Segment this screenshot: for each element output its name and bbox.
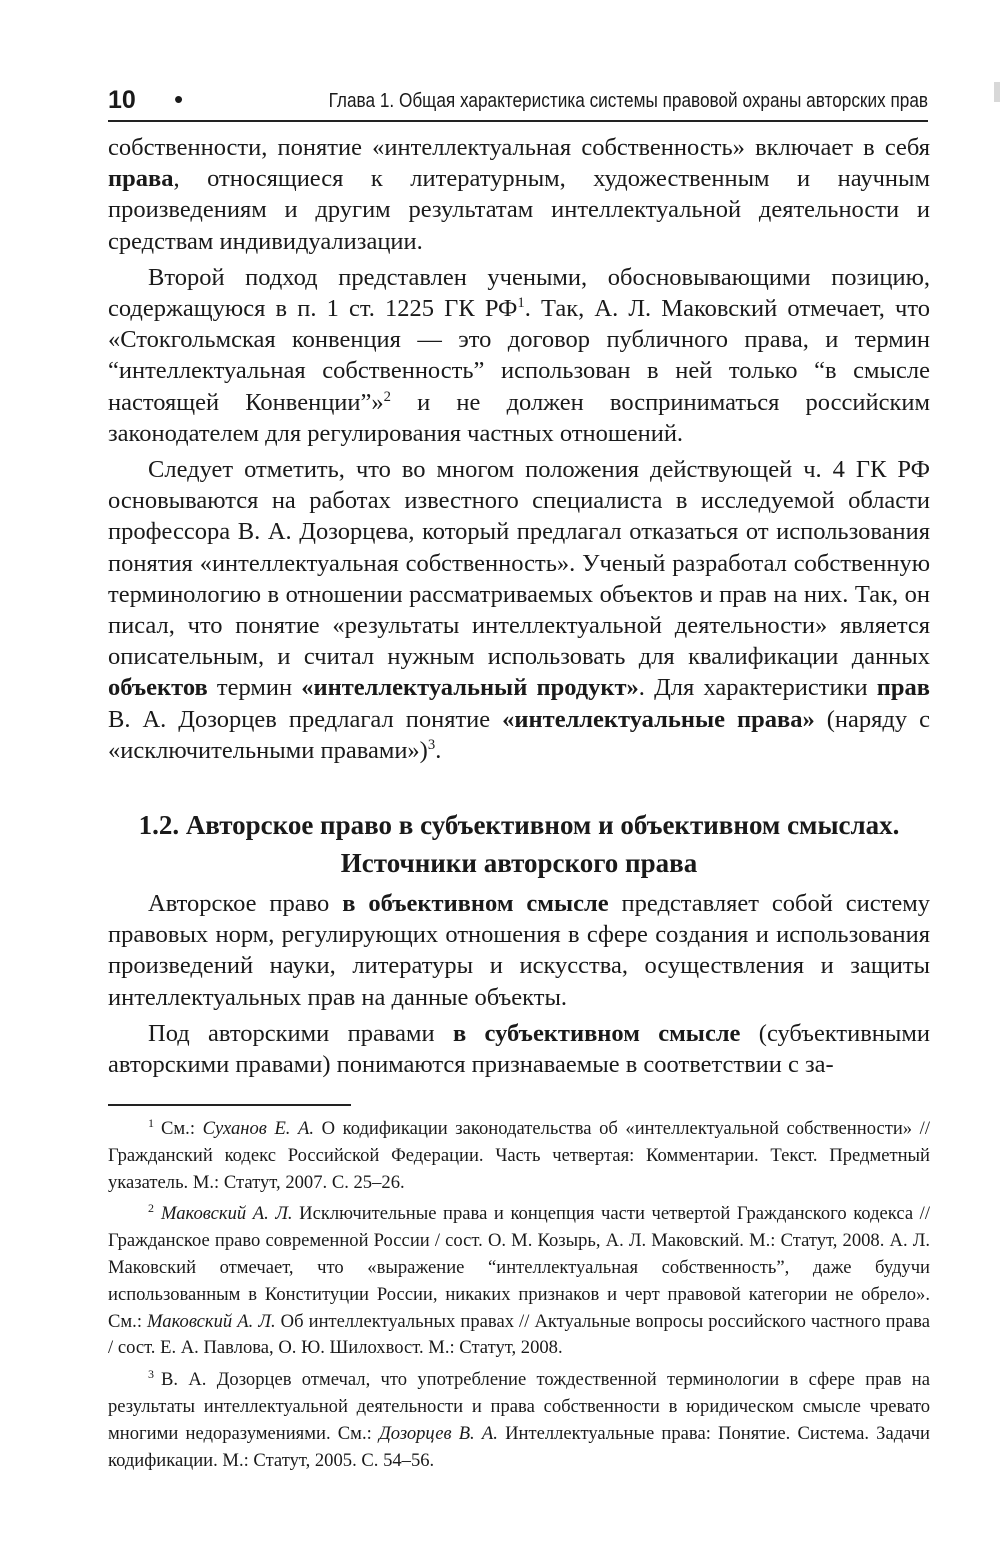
footnotes xyxy=(108,1116,930,1479)
text-run: представляет собой систему правовых норм, регулирующих отношения в сфере создания и использования произведений науки, литературы и искусства, осуществления и защиты интеллектуальных прав на данные объекты. xyxy=(108,890,930,1011)
text-run: О кодификации законодательства об «интеллектуальной собственности» // Гражданский кодекс Российской Федерации. Часть четвертая: Комментарии. Текст. Предметный указатель. М.: Статут, 2007. С. 25–26. xyxy=(108,1118,930,1193)
footnote-2 xyxy=(108,1201,930,1362)
text-run: и не должен восприниматься российским законодателем для регулирования частных отношений. xyxy=(108,388,930,447)
running-title: Глава 1. Общая характеристика системы правовой охраны авторских прав xyxy=(328,90,928,112)
page-number: 10 xyxy=(108,86,136,114)
section-heading-line-1: 1.2. Авторское право в субъективном и объективном смыслах. xyxy=(138,810,900,840)
text-run: Интеллектуальные права: Понятие. Система. Задачи кодификации. М.: Статут, 2005. С. 54–56. xyxy=(108,1422,930,1471)
bold-term: «интеллектуальные права» xyxy=(502,705,815,733)
footnote-number: 1 xyxy=(148,1115,154,1130)
section-heading-line-2: Источники авторского права xyxy=(340,848,698,878)
footnote-number: 3 xyxy=(148,1366,154,1381)
section-heading xyxy=(108,806,930,882)
text-run: См.: xyxy=(161,1118,203,1139)
footnote-ref-3: 3 xyxy=(427,736,436,753)
main-text xyxy=(108,132,930,766)
text-run: Под авторскими правами xyxy=(148,1019,453,1047)
footnote-ref-1: 1 xyxy=(517,294,525,311)
scan-edge-mark xyxy=(994,82,1000,102)
bold-term: прав xyxy=(876,674,930,702)
text-run: В. А. Дозорцев предлагал понятие xyxy=(108,705,503,733)
paragraph-3 xyxy=(108,454,930,766)
footnote-separator xyxy=(108,1104,351,1106)
text-run: . xyxy=(435,736,442,764)
section-paragraph-2 xyxy=(108,1018,930,1080)
text-run: Об интеллектуальных правах // Актуальные вопросы российского частного права / сост. Е. А. Павлова, О. Ю. Шилохвост. М.: Статут, 2008. xyxy=(108,1310,930,1359)
text-run: собственности, понятие «интеллектуальная собственность» включает в себя xyxy=(108,134,930,161)
bold-term: права xyxy=(108,165,174,193)
text-run: , относящиеся к литературным, художественным и научным произведениям и другим результатам интеллектуальной деятельности и средствам индивидуализации. xyxy=(108,165,930,255)
author-name: Маковский А. Л. xyxy=(161,1203,293,1225)
bold-term: объектов xyxy=(108,674,208,702)
text-run: Следует отметить, что во многом положения действующей ч. 4 ГК РФ основываются на работах известного специалиста в исследуемой области профессора В. А. Дозорцева, который предлагал отказаться от использования понятия «интеллектуальная собственность». Ученый разработал собственную терминологию в отношении рассматриваемых объектов и прав на них. Так, он писал, что понятие «результаты интеллектуальной деятельности» является описательным, и считал нужным использовать для квалификации данных xyxy=(108,456,930,671)
footnote-ref-2: 2 xyxy=(383,388,391,405)
text-run: (наряду с «исключительными правами») xyxy=(108,705,930,764)
text-run: В. А. Дозорцев отмечал, что употребление тождественной терминологии в сфере прав на результаты интеллектуальной деятельности и права собственности в юридическом смысле чревато многими недоразумениями. См.: xyxy=(108,1369,930,1444)
section-text xyxy=(108,888,930,1080)
bold-term: в субъективном смысле xyxy=(452,1019,741,1047)
text-run: Исключительные права и концепция части четвертой Гражданского кодекса // Гражданское право современной России / сост. О. М. Козырь, А. Л. Маковский. М.: Статут, 2008. А. Л. Маковский отмечает, что «выражение “интеллектуальная собственность”, даже будучи использованным в Конституции России, никаких признаков и черт правовой категории не обрело». См.: xyxy=(108,1203,930,1332)
section-paragraph-1 xyxy=(108,888,930,1013)
text-run: Второй подход представлен учеными, обосновывающими позицию, содержащуюся в п. 1 ст. 1225 ГК РФ xyxy=(108,263,930,323)
text-run: Авторское право xyxy=(148,890,343,917)
text-run: термин xyxy=(207,674,302,702)
paragraph-2 xyxy=(108,262,930,449)
author-name: Маковский А. Л. xyxy=(147,1310,276,1332)
author-name: Дозорцев В. А. xyxy=(378,1422,498,1444)
footnote-number: 2 xyxy=(148,1201,154,1216)
text-run: . Так, А. Л. Маковский отмечает, что «Стокгольмская конвенция — это договор публичного права, и термин “интеллектуальная собственность” использован в ней только “в смысле настоящей Конвенции”» xyxy=(108,295,930,416)
text-run: (субъективными авторскими правами) понимаются признаваемые в соответствии с за- xyxy=(108,1019,930,1079)
footnote-1 xyxy=(108,1116,930,1196)
bold-term: «интеллектуальный продукт» xyxy=(301,674,639,702)
text-run: . Для характеристики xyxy=(638,674,877,702)
author-name: Суханов Е. А. xyxy=(202,1118,315,1139)
paragraph-1 xyxy=(108,132,930,257)
header-bullet: • xyxy=(174,84,184,114)
footnote-3 xyxy=(108,1367,930,1474)
page-header xyxy=(108,84,928,122)
bold-term: в объективном смысле xyxy=(342,890,609,917)
